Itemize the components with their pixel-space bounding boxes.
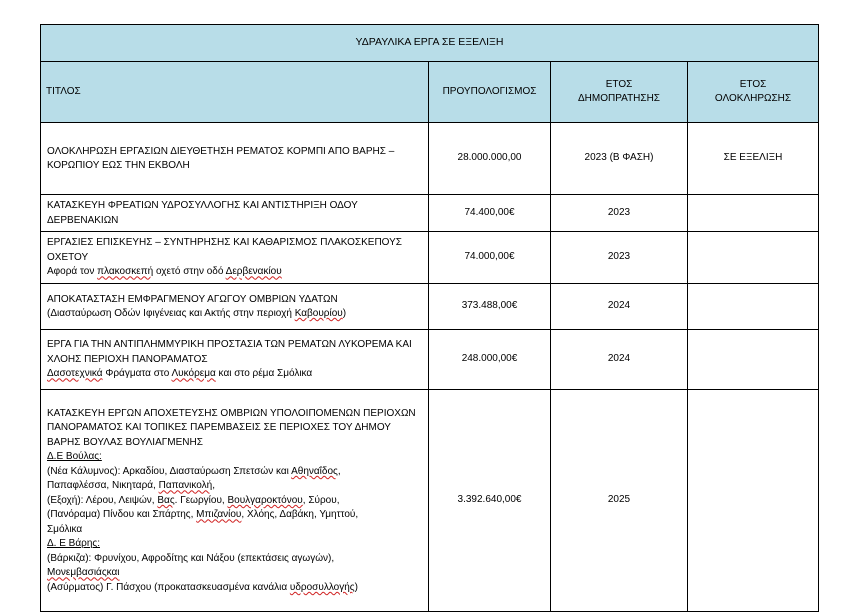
note-text: Παπαφλέσσα, Νικηταρά,: [47, 480, 159, 492]
note-text: υδροσυλλογής: [289, 581, 355, 593]
note-text: (Νέα Κάλυμνος): Αρκαδίου, Διασταύρωση Σπετσών και: [47, 465, 292, 477]
table-row: [41, 232, 819, 284]
row-budget: 74.400,00€: [429, 195, 551, 232]
note-text: Δασοτεχνικά: [47, 368, 103, 380]
note-text: Παπανικολή: [158, 480, 213, 492]
row-completion: ΣΕ ΕΞΕΛΙΞΗ: [688, 123, 819, 195]
note-text: (Ασύρματος) Γ. Πάσχου (προκατασκευασμένα κανάλια: [47, 581, 290, 593]
note-text: . Γεωργίου,: [174, 494, 228, 506]
row-note: Μονεμβασιάςκαι: [47, 567, 120, 579]
row-note: [47, 508, 422, 523]
row-note: [47, 465, 422, 480]
header-completion-year: [688, 62, 819, 123]
row-title-cell: [41, 330, 429, 390]
row-budget: 28.000.000,00: [429, 123, 551, 195]
row-title-cell: [41, 284, 429, 330]
note-text: ): [342, 308, 347, 319]
note-text: Λυκόρεμα: [171, 368, 216, 380]
row-completion: [688, 330, 819, 390]
row-auction-year: 2023 (Β ΦΑΣΗ): [551, 123, 688, 195]
note-text: Βας: [157, 494, 175, 506]
table-row: [41, 390, 819, 612]
row-note: (Βάρκιζα): Φρυνίχου, Αφροδίτης και Νάξου (επεκτάσεις αγωγών),: [47, 552, 335, 564]
row-note: [47, 581, 422, 596]
row-auction-year: 2023: [551, 195, 688, 232]
header-auction-year-line1: ΕΤΟΣ: [605, 78, 633, 90]
note-text: Αφορά τον: [47, 266, 98, 278]
table-title: ΥΔΡΑΥΛΙΚΑ ΕΡΓΑ ΣΕ ΕΞΕΛΙΞΗ: [41, 25, 819, 62]
note-text: , Σύρου,: [302, 494, 340, 506]
table-title-row: [41, 25, 819, 62]
note-text: Δερβενακίου: [225, 266, 282, 278]
note-text: Φράγματα στο: [102, 368, 172, 380]
projects-table: [40, 24, 819, 612]
header-auction-year: [551, 62, 688, 123]
note-text: Βουλγαροκτόνου: [227, 494, 303, 506]
row-title: ΑΠΟΚΑΤΑΣΤΑΣΗ ΕΜΦΡΑΓΜΕΝΟΥ ΑΓΩΓΟΥ ΟΜΒΡΙΩΝ ΥΔΑΤΩΝ: [47, 293, 338, 305]
table-row: [41, 195, 819, 232]
note-text: Αθηναΐδος: [291, 465, 338, 477]
note-text: και στο ρέμα Σμόλικα: [215, 368, 313, 380]
row-note: Σμόλικα: [47, 523, 83, 535]
area-heading-voula: Δ.Ε Βούλας:: [47, 451, 102, 463]
table-row: [41, 123, 819, 195]
row-auction-year: 2023: [551, 232, 688, 284]
table-header-row: [41, 62, 819, 123]
note-text: Μπιζανίου: [196, 509, 242, 521]
row-title: ΚΑΤΑΣΚΕΥΗ ΦΡΕΑΤΙΩΝ ΥΔΡΟΣΥΛΛΟΓΗΣ ΚΑΙ ΑΝΤΙΣΤΗΡΙΞΗ ΟΔΟΥ ΔΕΡΒΕΝΑΚΙΩΝ: [41, 195, 429, 232]
note-text: οχετό στην οδό: [153, 266, 226, 278]
row-title-cell: [41, 232, 429, 284]
row-completion: [688, 390, 819, 612]
note-text: , Χλόης, Δαβάκη, Υμηττού,: [241, 509, 359, 521]
row-note: [47, 494, 422, 509]
header-budget: ΠΡΟΥΠΟΛΟΓΙΣΜΟΣ: [429, 62, 551, 123]
note-text: Καβουρίου: [294, 308, 343, 319]
row-title: ΚΑΤΑΣΚΕΥΗ ΕΡΓΩΝ ΑΠΟΧΕΤΕΥΣΗΣ ΟΜΒΡΙΩΝ ΥΠΟΛΟΙΠΟΜΕΝΩΝ ΠΕΡΙΟΧΩΝ ΠΑΝΟΡΑΜΑΤΟΣ ΚΑΙ ΤΟΠΙΚΕΣ ΠΑΡΕΜΒΑΣΕΙΣ ΣΕ ΠΕΡΙΟΧΕΣ ΤΟΥ ΔΗΜΟΥ ΒΑΡΗΣ ΒΟΥΛΑΣ ΒΟΥΛΙΑΓΜΕΝΗΣ: [47, 407, 416, 448]
row-completion: [688, 232, 819, 284]
header-completion-line1: ΕΤΟΣ: [739, 78, 767, 90]
row-budget: 3.392.640,00€: [429, 390, 551, 612]
row-note: [47, 307, 422, 322]
row-note: [47, 367, 422, 382]
note-text: (Εξοχή): Λέρου, Λειψών,: [47, 494, 158, 506]
row-title-cell: [41, 390, 429, 612]
row-auction-year: 2024: [551, 284, 688, 330]
note-text: πλακοσκεπή: [97, 266, 154, 278]
note-text: ,: [337, 465, 341, 477]
note-text: (Διασταύρωση Οδών Ιφιγένειας και Ακτής στην περιοχή: [47, 308, 295, 319]
note-text: (Πανόραμα) Πίνδου και Σπάρτης,: [47, 509, 197, 521]
row-budget: 74.000,00€: [429, 232, 551, 284]
header-auction-year-line2: ΔΗΜΟΠΡΑΤΗΣΗΣ: [577, 93, 660, 104]
row-note: [47, 479, 422, 494]
note-text: ,: [212, 480, 215, 492]
row-title: ΟΛΟΚΛΗΡΩΣΗ ΕΡΓΑΣΙΩΝ ΔΙΕΥΘΕΤΗΣΗ ΡΕΜΑΤΟΣ ΚΟΡΜΠΙ ΑΠΟ ΒΑΡΗΣ – ΚΟΡΩΠΙΟΥ ΕΩΣ ΤΗΝ ΕΚΒΟΛΗ: [41, 123, 429, 195]
row-completion: [688, 284, 819, 330]
header-completion-line2: ΟΛΟΚΛΗΡΩΣΗΣ: [714, 93, 792, 104]
row-budget: 373.488,00€: [429, 284, 551, 330]
area-heading-vari: Δ. Ε Βάρης:: [47, 538, 100, 550]
header-title: ΤΙΤΛΟΣ: [41, 62, 429, 123]
row-title: ΕΡΓΑ ΓΙΑ ΤΗΝ ΑΝΤΙΠΛΗΜΜΥΡΙΚΗ ΠΡΟΣΤΑΣΙΑ ΤΩΝ ΡΕΜΑΤΩΝ ΛΥΚΟΡΕΜΑ ΚΑΙ ΧΛΟΗΣ ΠΕΡΙΟΧΗ ΠΑΝΟΡΑΜΑΤΟΣ: [47, 339, 412, 365]
row-completion: [688, 195, 819, 232]
row-title: ΕΡΓΑΣΙΕΣ ΕΠΙΣΚΕΥΗΣ – ΣΥΝΤΗΡΗΣΗΣ ΚΑΙ ΚΑΘΑΡΙΣΜΟΣ ΠΛΑΚΟΣΚΕΠΟΥΣ ΟΧΕΤΟΥ: [47, 237, 402, 263]
row-budget: 248.000,00€: [429, 330, 551, 390]
table-row: [41, 330, 819, 390]
note-text: ): [354, 581, 358, 593]
row-auction-year: 2025: [551, 390, 688, 612]
row-note: [47, 265, 422, 280]
row-auction-year: 2024: [551, 330, 688, 390]
table-row: [41, 284, 819, 330]
